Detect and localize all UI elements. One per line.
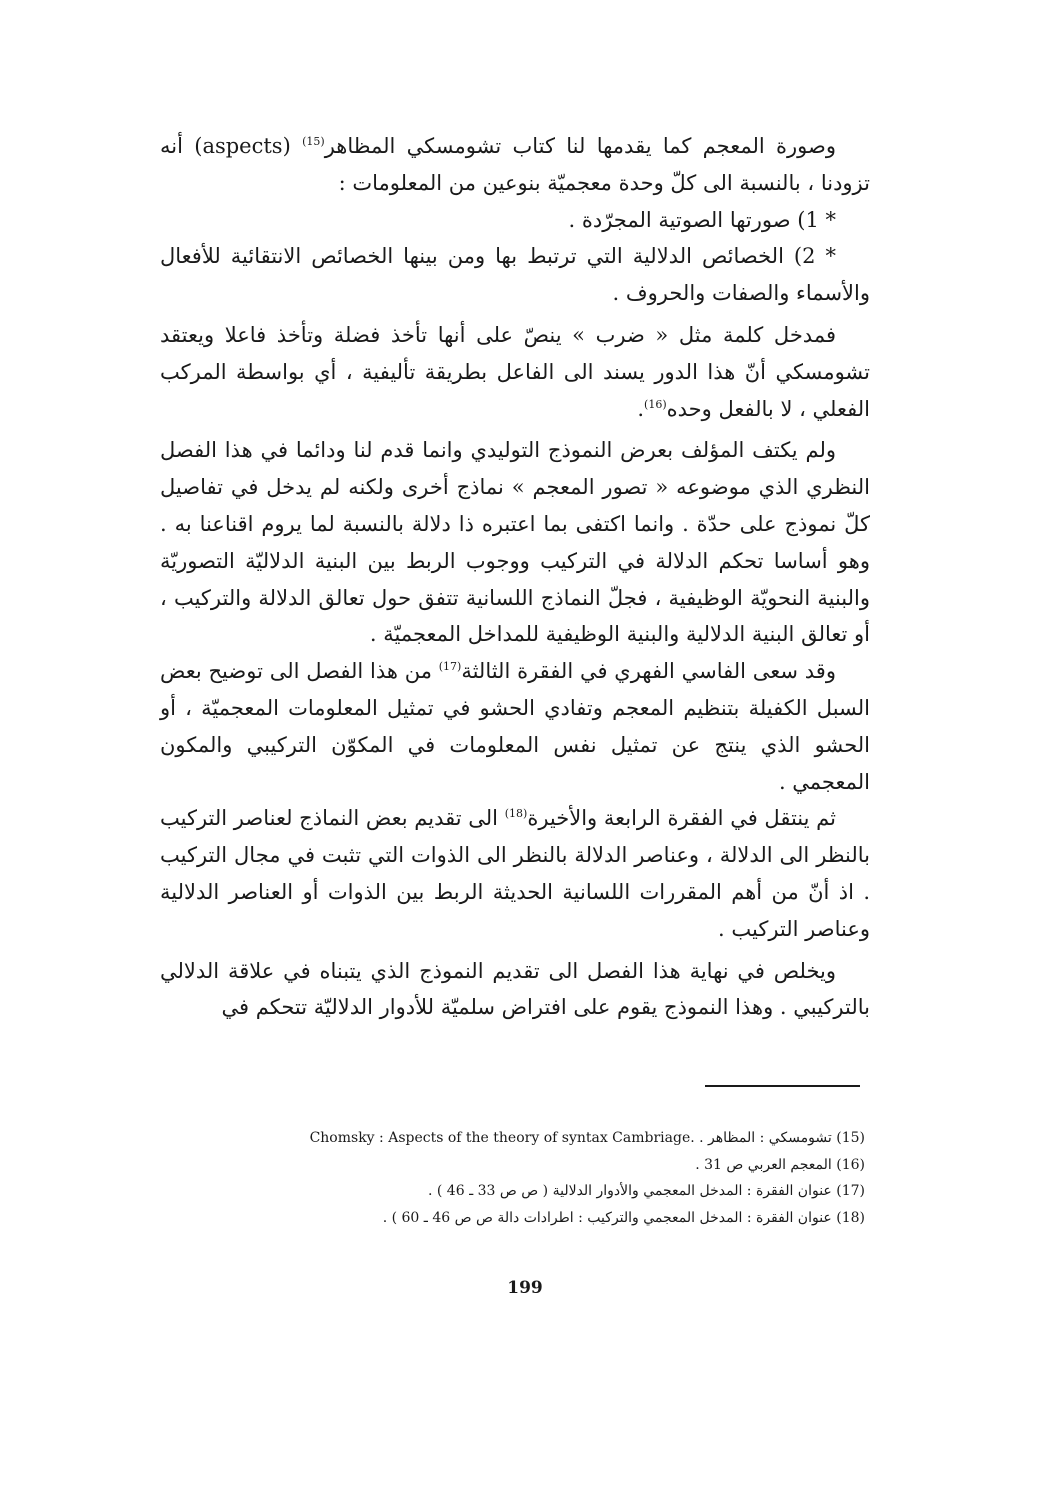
footnote-ref-18: (18) [504, 807, 528, 821]
paragraph-4-text-a: وقد سعى الفاسي الفهري في الفقرة الثالثة [461, 659, 836, 684]
paragraph-1-text-b: (aspects) أنه تزودنا ، بالنسبة الى كلّ وحدة معجميّة بنوعين من المعلومات : [160, 134, 870, 195]
footnotes [290, 1125, 865, 1231]
list-item-1: * 1) صورتها الصوتية المجرّدة . [568, 207, 836, 232]
paragraph-6: ويخلص في نهاية هذا الفصل الى تقديم النموذج الذي يتبناه في علاقة الدلالي بالتركيبي . وهذا النموذج يقوم على افتراض سلميّة للأدوار الدلاليّة تتحكم في [160, 958, 870, 1020]
paragraph-5-text-a: ثم ينتقل في الفقرة الرابعة والأخيرة [527, 806, 836, 831]
paragraph-4-text-b: من هذا الفصل الى توضيح بعض السبل الكفيلة بتنظيم المعجم وتفادي الحشو في تمثيل المعلومات المعجميّة ، أو الحشو الذي ينتج عن تمثيل نفس المعلومات في المكوّن التركيبي والمكون المعجمي . [160, 659, 870, 794]
main-text [160, 128, 870, 1026]
paragraph-2 [160, 317, 870, 427]
paragraph-2-text-a: فمدخل كلمة مثل « ضرب » ينصّ على أنها تأخذ فضلة وتأخذ فاعلا ويعتقد تشومسكي أنّ هذا الدور يسند الى الفاعل بطريقة تأليفية ، أي بواسطة المركب الفعلي ، لا بالفعل وحده [160, 322, 870, 421]
paragraph-1-text-a: وصورة المعجم كما يقدمها لنا كتاب تشومسكي المظاهر [324, 134, 836, 158]
paragraph-4 [160, 653, 870, 800]
list-item-2: * 2) الخصائص الدلالية التي ترتبط بها ومن بينها الخصائص الانتقائية للأفعال والأسماء والصفات والحروف . [160, 244, 870, 306]
paragraph-3: ولم يكتف المؤلف بعرض النموذج التوليدي وانما قدم لنا ودائما في هذا الفصل النظري الذي موضوعه « تصور المعجم » نماذج أخرى ولكنه لم يدخل في تفاصيل كلّ نموذج على حدّة . وانما اكتفى بما اعتبره ذا دلالة بالنسبة لما يروم اقناعنا به . وهو أساسا تحكم الدلالة في التركيب ووجوب الربط بين البنية الدلاليّة التصوريّة والبنية النحويّة الوظيفية ، فجلّ النماذج اللسانية تتفق حول تعالق الدلالة والتركيب ، أو تعالق البنية الدلالية والبنية الوظيفية للمداخل المعجميّة . [160, 438, 870, 647]
footnote-16: (16) المعجم العربي ص 31 . [695, 1156, 865, 1173]
footnote-ref-16: (16) [644, 397, 667, 411]
footnote-15 [290, 1125, 865, 1152]
page-number: 199 [507, 1278, 543, 1298]
footnote-15-arabic: (15) تشومسكي : المظاهر . [699, 1130, 865, 1146]
footnote-ref-15: (15) [302, 135, 325, 148]
paragraph-2-text-b: . [637, 396, 645, 421]
footnote-separator [705, 1085, 860, 1087]
footnote-ref-17: (17) [438, 660, 462, 674]
footnote-15-english: Chomsky : Aspects of the theory of syntax Cambriage. [309, 1130, 695, 1146]
paragraph-1 [160, 128, 870, 202]
paragraph-5 [160, 800, 870, 947]
footnote-17: (17) عنوان الفقرة : المدخل المعجمي والأدوار الدلالية ( ص ص 33 ـ 46 ) . [427, 1183, 865, 1199]
paragraph-5-text-b: الى تقديم بعض النماذج لعناصر التركيب بالنظر الى الدلالة ، وعناصر الدلالة بالنظر الى الذوات التي تثبت في مجال التركيب . اذ أنّ من أهم المقررات اللسانية الحديثة الربط بين الذوات أو العناصر الدلالية وعناصر التركيب . [160, 806, 870, 941]
footnote-18: (18) عنوان الفقرة : المدخل المعجمي والتركيب : اطرادات دالة ص ص 46 ـ 60 ) . [382, 1209, 865, 1226]
